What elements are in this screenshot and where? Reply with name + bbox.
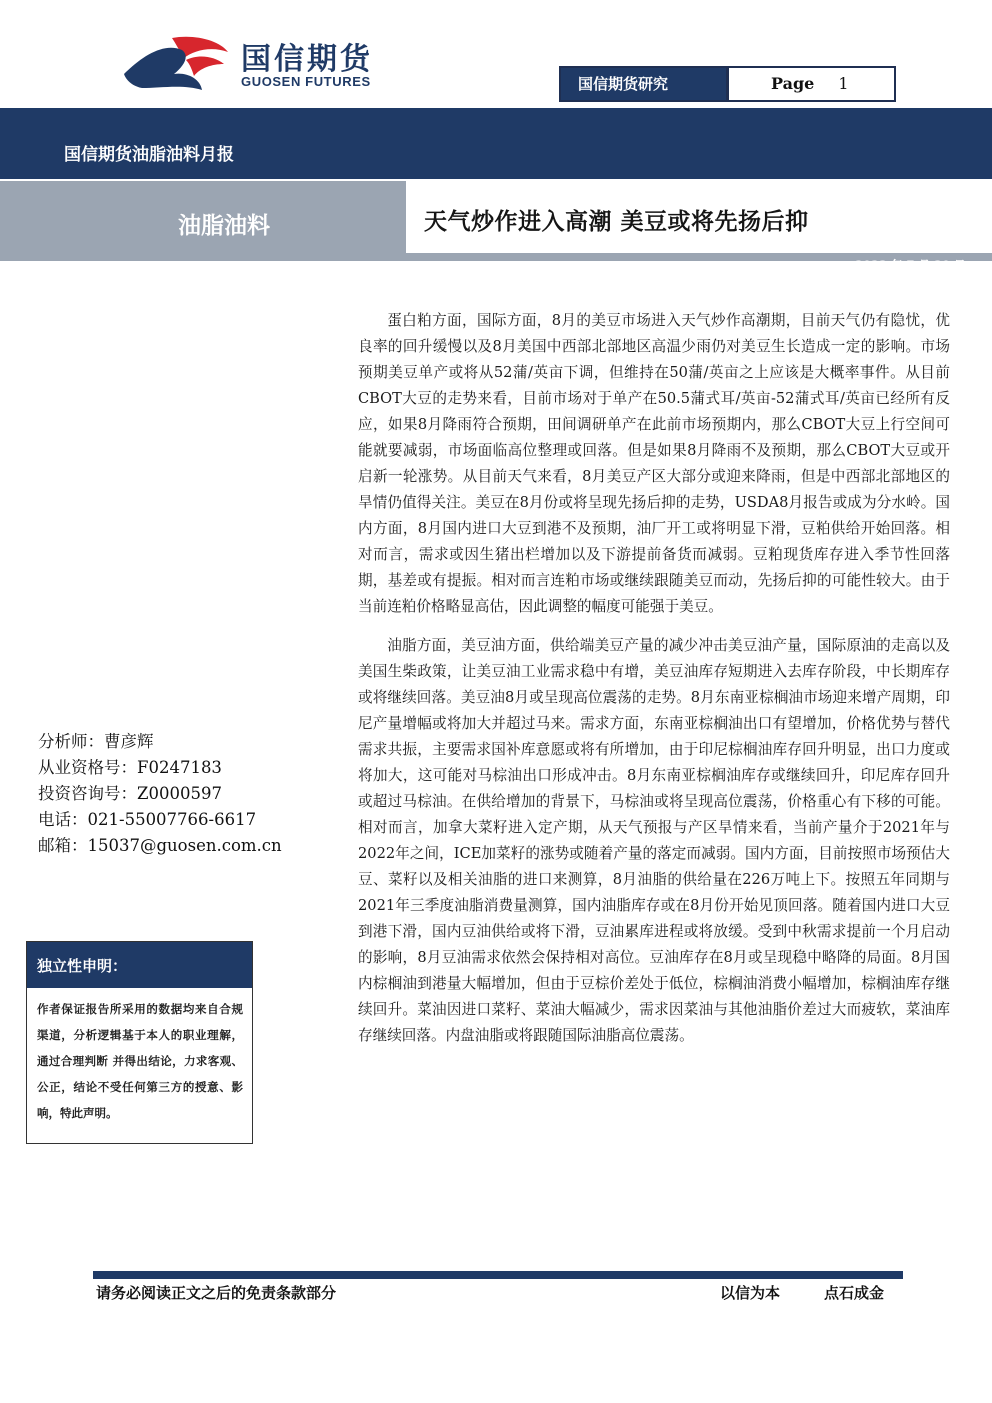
company-logo: [124, 34, 394, 94]
analyst-phone: 电话：021-55007766-6617: [38, 810, 257, 829]
logo-mark-icon: [124, 34, 234, 90]
analyst-info: [38, 729, 328, 859]
footer-divider: [93, 1271, 903, 1279]
page-label: Page: [771, 74, 815, 93]
analyst-consulting-number: 投资咨询号：Z0000597: [38, 784, 222, 803]
headline: 天气炒作进入高潮 美豆或将先扬后抑: [424, 208, 809, 235]
paragraph-protein-meal: 蛋白粕方面，国际方面，8月的美豆市场进入天气炒作高潮期，目前天气仍有隐忧，优良率的回升缓慢以及8月美国中西部北部地区高温少雨仍对美豆生长造成一定的影响。市场预期美豆单产或将从52蒲/英亩下调，但维持在50蒲/英亩之上应该是大概率事件。从目前CBOT大豆的走势来看，目前市场对于单产在50.5蒲式耳/英亩-52蒲式耳/英亩已经所有反应，如果8月降雨符合预期，田间调研单产在此前市场预期内，那么CBOT大豆上行空间可能就要减弱，市场面临高位整理或回落。但是如果8月降雨不及预期，那么CBOT大豆或开启新一轮涨势。从目前天气来看，8月美豆产区大部分或迎来降雨，但是中西部北部地区的旱情仍值得关注。美豆在8月份或将呈现先扬后抑的走势，USDA8月报告或成为分水岭。国内方面，8月国内进口大豆到港不及预期，油厂开工或将明显下滑，豆粕供给开始回落。相对而言，需求或因生猪出栏增加以及下游提前备货而减弱。豆粕现货库存进入季节性回落期，基差或有提振。相对而言连粕市场或继续跟随美豆而动，先扬后抑的可能性较大。由于当前连粕价格略显高估，因此调整的幅度可能强于美豆。: [358, 312, 950, 615]
logo-name-cn: 国信期货: [241, 42, 373, 77]
page-number: 1: [838, 74, 849, 93]
report-title: 国信期货油脂油料月报: [64, 145, 234, 165]
slogan-1: 以信为本: [720, 1284, 781, 1302]
analyst-qualification: 从业资格号：F0247183: [38, 758, 222, 777]
category-label: 油脂油料: [178, 212, 270, 239]
report-date: 2023 年 7 月 30 日: [855, 258, 966, 272]
page-indicator: [729, 68, 894, 100]
logo-name-en: GUOSEN FUTURES: [241, 74, 371, 89]
research-label: 国信期货研究: [561, 68, 729, 100]
disclaimer-note: 请务必阅读正文之后的免责条款部分: [96, 1284, 337, 1302]
independence-statement: [26, 941, 253, 1144]
independence-title: 独立性申明：: [27, 942, 252, 988]
analyst-email[interactable]: 邮箱：15037@guosen.com.cn: [38, 836, 282, 855]
report-body: [358, 308, 950, 1062]
paragraph-oils: 油脂方面，美豆油方面，供给端美豆产量的减少冲击美豆油产量，国际原油的走高以及美国生柴政策，让美豆油工业需求稳中有增，美豆油库存短期进入去库存阶段，中长期库存或将继续回落。美豆油8月或呈现高位震荡的走势。8月东南亚棕榈油市场迎来增产周期，印尼产量增幅或将加大并超过马来。需求方面，东南亚棕榈油出口有望增加，价格优势与替代需求共振，主要需求国补库意愿或将有所增加，由于印尼棕榈油库存回升明显，出口力度或将加大，这可能对马棕油出口形成冲击。8月东南亚棕榈油库存或继续回升，印尼库存回升或超过马棕油。在供给增加的背景下，马棕油或将呈现高位震荡，价格重心有下移的可能。相对而言，加拿大菜籽进入定产期，从天气预报与产区旱情来看，当前产量介于2021年与2022年之间，ICE加菜籽的涨势或随着产量的落定而减弱。国内方面，目前按照市场预估大豆、菜籽以及相关油脂的进口来测算，8月油脂的供给量在226万吨上下。按照五年同期与2021年三季度油脂消费量测算，国内油脂库存或在8月份开始见顶回落。随着国内进口大豆到港下滑，国内豆油供给或将下滑，豆油累库进程或将放缓。受到中秋需求提前一个月启动的影响，8月豆油需求依然会保持相对高位。豆油库存在8月或呈现稳中略降的局面。8月国内棕榈油到港量大幅增加，但由于豆棕价差处于低位，棕榈油消费小幅增加，棕榈油库存继续回升。菜油因进口菜籽、菜油大幅减少，需求因菜油与其他油脂价差过大而疲软，菜油库存继续回落。内盘油脂或将跟随国际油脂高位震荡。: [358, 637, 950, 1044]
analyst-name: 分析师：曹彦辉: [38, 732, 154, 751]
slogan-2: 点石成金: [824, 1284, 885, 1302]
research-page-tag: [559, 66, 896, 102]
independence-text: 作者保证报告所采用的数据均来自合规渠道，分析逻辑基于本人的职业理解，通过合理判断 并得出结论，力求客观、公正，结论不受任何第三方的授意、影响，特此声明。: [37, 1002, 243, 1120]
